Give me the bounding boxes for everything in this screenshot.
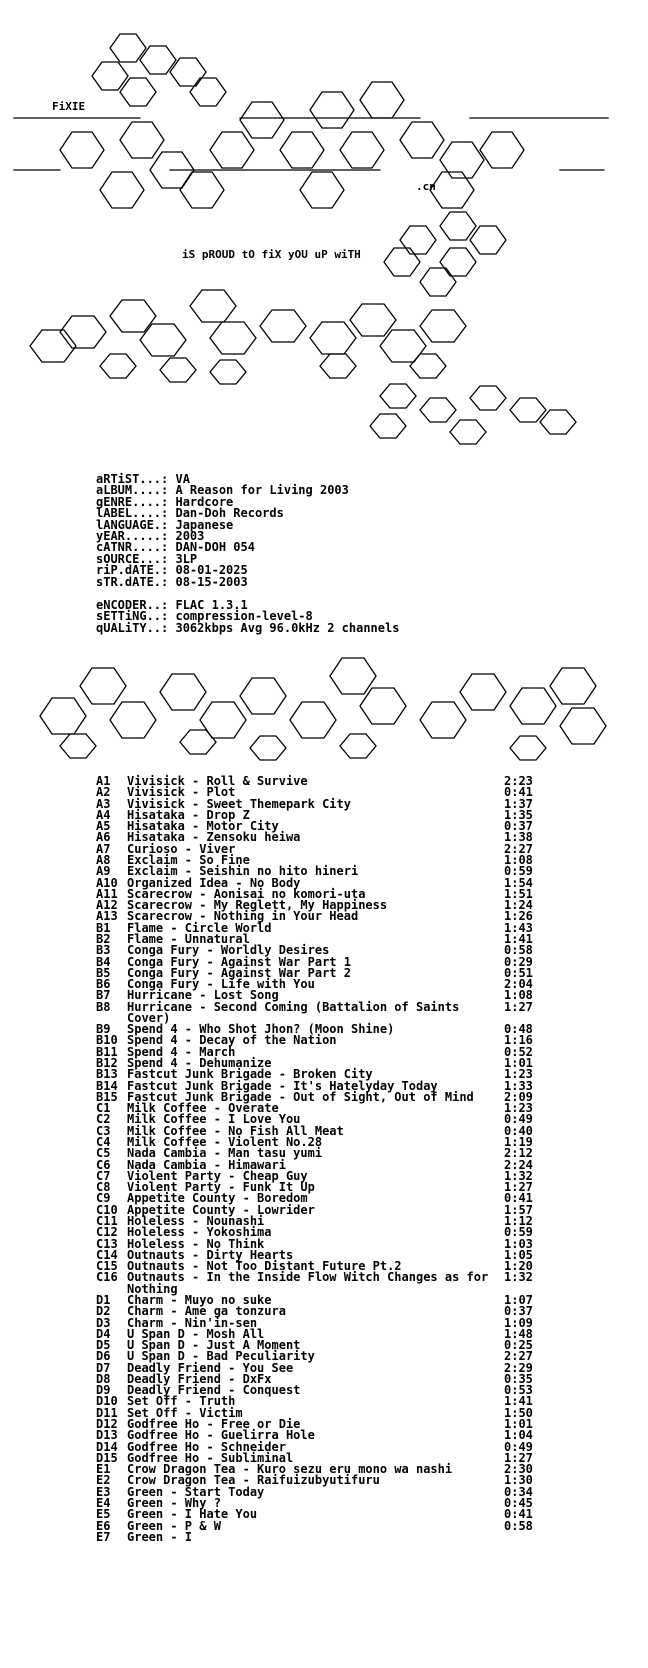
label-row: lABEL....: Dan-Doh Records <box>96 506 284 521</box>
track-title: Hisataka - Motor City <box>127 819 279 834</box>
track-duration: 0:53 <box>504 1383 533 1398</box>
track-duration: 1:26 <box>504 909 533 924</box>
rip-date-value: 08-01-2025 <box>175 563 248 578</box>
artist-value: VA <box>175 472 190 486</box>
track-position: A11 <box>96 886 118 901</box>
track-position: A3 <box>96 796 111 811</box>
track-title: Deadly Friend - Conquest <box>127 1383 301 1398</box>
album-row: aLBUM....: A Reason for Living 2003 <box>96 483 349 498</box>
track-position: D11 <box>96 1405 118 1420</box>
year-row: yEAR.....: 2003 <box>96 528 205 543</box>
track-title: Exclaim - Seishin no hito hineri <box>127 864 359 879</box>
track-title: Vivisick - Plot <box>127 785 236 800</box>
track-duration: 2:29 <box>504 1360 533 1375</box>
track-title: Spend 4 - Decay of the Nation <box>127 1033 337 1048</box>
track-duration: 0:40 <box>504 1123 533 1138</box>
year-value: 2003 <box>175 528 205 543</box>
track-title: U Span D - Just A Moment <box>127 1338 301 1353</box>
track-row <box>96 1529 636 1544</box>
track-duration: 1:38 <box>504 830 533 845</box>
artist-row: aRTiST...: VA <box>96 472 190 486</box>
track-position: E4 <box>96 1496 111 1510</box>
track-title: Conga Fury - Life with You <box>127 977 315 992</box>
track-duration: 2:30 <box>504 1462 533 1477</box>
track-title: Scarecrow - My Reglett, My Happiness <box>127 898 388 913</box>
quality-row: qUALiTY..: 3062kbps Avg 96.0kHz 2 channels <box>96 620 400 635</box>
quality-value: 3062kbps Avg 96.0kHz 2 channels <box>175 620 400 635</box>
track-title: Appetite County - Lowrider <box>127 1202 315 1217</box>
track-title: Godfree Ho - Subliminal <box>127 1450 294 1465</box>
track-title: Crow Dragon Tea - Raifuizubyutifuru <box>127 1473 380 1488</box>
track-title: Holeless - No Think <box>127 1236 265 1251</box>
track-position: D8 <box>96 1371 111 1386</box>
track-duration: 1:08 <box>504 852 533 867</box>
settings-row: sETTiNG..: compression-level-8 <box>96 609 313 624</box>
track-duration: 1:33 <box>504 1078 533 1093</box>
track-duration: 1:41 <box>504 931 533 946</box>
track-position: D13 <box>96 1428 118 1443</box>
ascii-art-tracklist-banner <box>0 646 648 776</box>
group-tag: FiXIE <box>52 100 86 113</box>
track-title: Scarecrow - Aonisai no komori-uta <box>127 886 366 901</box>
language-row: lANGUAGE.: Japanese <box>96 517 234 532</box>
track-duration: 1:27 <box>504 999 533 1014</box>
track-title: Green - Start Today <box>127 1484 265 1499</box>
label-value: Dan-Doh Records <box>175 506 284 521</box>
ascii-hex-cluster-top <box>92 34 226 106</box>
source-value: 3LP <box>175 551 198 566</box>
track-duration: 0:58 <box>504 1518 533 1533</box>
track-position: A9 <box>96 864 111 879</box>
track-title: Crow Dragon Tea - Kuro sezu eru mono wa nashi <box>127 1462 453 1477</box>
track-position: A1 <box>96 774 111 788</box>
ascii-art-logo <box>0 0 648 300</box>
track-title: Godfree Ho - Schneider <box>127 1439 286 1454</box>
track-position: A10 <box>96 875 118 890</box>
album-value: A Reason for Living 2003 <box>175 483 349 498</box>
track-position: D15 <box>96 1450 118 1465</box>
track-title: Fastcut Junk Brigade - It's Hatelyday Today <box>127 1078 438 1093</box>
track-position: B2 <box>96 931 111 946</box>
track-duration: 1:12 <box>504 1213 533 1228</box>
tracklist <box>96 776 636 1543</box>
track-position: A2 <box>96 785 111 800</box>
track-position: B5 <box>96 965 111 980</box>
track-title: Set Off - Truth <box>127 1394 236 1409</box>
track-title: Holeless - Nounashi <box>127 1213 265 1228</box>
track-title: Milk Coffee - Violent No.28 <box>127 1135 323 1149</box>
track-duration: 0:58 <box>504 943 533 958</box>
track-position: D9 <box>96 1383 111 1398</box>
track-duration: 1:48 <box>504 1326 533 1341</box>
track-position: C16 <box>96 1270 118 1285</box>
track-duration: 1:51 <box>504 886 533 901</box>
track-duration <box>504 1532 544 1543</box>
track-duration: 1:54 <box>504 875 533 890</box>
track-title: Flame - Unnatural <box>127 931 250 946</box>
track-title: Fastcut Junk Brigade - Out of Sight, Out of Mind <box>127 1089 474 1104</box>
track-title: Appetite County - Boredom <box>127 1191 308 1206</box>
ascii-art-banner <box>0 286 648 466</box>
track-title: Flame - Circle World <box>127 920 272 935</box>
track-position: C14 <box>96 1247 118 1262</box>
track-duration: 1:04 <box>504 1428 533 1443</box>
track-duration: 1:27 <box>504 1180 533 1195</box>
track-position: C13 <box>96 1236 118 1251</box>
track-title: Green - I Hate You <box>127 1507 258 1522</box>
track-position: B8 <box>96 999 111 1014</box>
track-title: Outnauts - In the Inside Flow Witch Changes as for Nothing <box>127 1270 489 1296</box>
track-duration: 1:37 <box>504 796 533 811</box>
track-duration: 1:03 <box>504 1236 533 1251</box>
ascii-hex-cluster-right <box>384 212 506 296</box>
track-title: Violent Party - Cheap Guy <box>127 1168 308 1183</box>
track-duration: 1:32 <box>504 1168 533 1183</box>
track-duration: 0:25 <box>504 1338 533 1353</box>
track-title: Green - I <box>127 1529 193 1544</box>
track-duration: 1:16 <box>504 1033 533 1048</box>
track-title: Deadly Friend - DxFx <box>127 1371 272 1386</box>
track-title: Nada Cambia - Himawari <box>127 1157 286 1172</box>
track-position: E6 <box>96 1518 111 1533</box>
track-duration: 2:12 <box>504 1146 533 1161</box>
track-title: Milk Coffee - I Love You <box>127 1112 301 1127</box>
track-position: B15 <box>96 1089 118 1104</box>
genre-value: Hardcore <box>175 494 234 509</box>
track-position: B9 <box>96 1022 111 1037</box>
track-duration: 0:37 <box>504 1304 533 1319</box>
track-title: Violent Party - Funk It Up <box>127 1180 315 1195</box>
track-title: Godfree Ho - Guelirra Hole <box>127 1428 315 1443</box>
track-title: Hurricane - Lost Song <box>127 988 279 1003</box>
track-duration: 0:34 <box>504 1484 533 1499</box>
track-position: C4 <box>96 1135 111 1149</box>
track-duration: 0:45 <box>504 1496 533 1510</box>
track-row <box>96 999 636 1025</box>
track-position: A13 <box>96 909 118 924</box>
track-duration: 1:57 <box>504 1202 533 1217</box>
track-position: B13 <box>96 1067 118 1082</box>
track-duration: 1:24 <box>504 898 533 913</box>
track-position: C9 <box>96 1191 111 1206</box>
track-row <box>96 1272 636 1295</box>
rip-date-row: riP.dATE.: 08-01-2025 <box>96 563 248 578</box>
track-title: Conga Fury - Worldly Desires <box>127 943 330 958</box>
track-position: C2 <box>96 1112 111 1127</box>
track-title: Spend 4 - March <box>127 1044 236 1059</box>
track-duration: 1:01 <box>504 1056 533 1071</box>
track-title: Green - Why ? <box>127 1496 221 1510</box>
track-duration: 1:23 <box>504 1101 533 1116</box>
track-duration: 1:27 <box>504 1450 533 1465</box>
track-position: C6 <box>96 1157 111 1172</box>
track-position: D12 <box>96 1417 118 1432</box>
track-title: Milk Coffee - No Fish All Meat <box>127 1123 344 1138</box>
track-duration: 1:08 <box>504 988 533 1003</box>
source-row: sOURCE...: 3LP <box>96 551 198 566</box>
track-duration: 0:29 <box>504 954 533 969</box>
track-position: C8 <box>96 1180 111 1195</box>
track-title: Spend 4 - Dehumanize <box>127 1056 272 1071</box>
track-position: B10 <box>96 1033 118 1048</box>
track-duration: 1:32 <box>504 1270 533 1285</box>
track-position: B1 <box>96 920 111 935</box>
track-duration: 1:30 <box>504 1473 533 1488</box>
track-title: Green - P & W <box>127 1518 221 1533</box>
track-title: Set Off - Victim <box>127 1405 243 1420</box>
track-position: B14 <box>96 1078 118 1093</box>
track-position: B12 <box>96 1056 118 1071</box>
track-position: C1 <box>96 1101 111 1116</box>
catnr-value: DAN-DOH 054 <box>175 540 255 555</box>
language-value: Japanese <box>175 517 234 532</box>
track-position: A5 <box>96 819 111 834</box>
track-title: Organized Idea - No Body <box>127 875 301 890</box>
domain-tag: .cn <box>416 180 436 193</box>
track-title: Vivisick - Sweet Themepark City <box>127 796 351 811</box>
track-duration: 1:50 <box>504 1405 533 1420</box>
track-position: C7 <box>96 1168 111 1183</box>
track-position: D5 <box>96 1338 111 1353</box>
track-position: D10 <box>96 1394 118 1409</box>
track-position: A12 <box>96 898 118 913</box>
str-date-value: 08-15-2003 <box>175 574 248 589</box>
track-title: Nada Cambia - Man tasu yumi <box>127 1146 323 1161</box>
track-position: D6 <box>96 1349 111 1364</box>
track-duration: 2:24 <box>504 1157 533 1172</box>
encoder-value: FLAC 1.3.1 <box>175 597 248 612</box>
track-position: D14 <box>96 1439 118 1454</box>
track-position: A8 <box>96 852 111 867</box>
track-title: Hisataka - Drop Z <box>127 807 250 822</box>
track-position: A6 <box>96 830 111 845</box>
track-position: B3 <box>96 943 111 958</box>
track-duration: 0:51 <box>504 965 533 980</box>
track-duration: 0:35 <box>504 1371 533 1386</box>
track-position: E2 <box>96 1473 111 1488</box>
track-position: E5 <box>96 1507 111 1522</box>
track-title: Conga Fury - Against War Part 1 <box>127 954 351 969</box>
track-position: C10 <box>96 1202 118 1217</box>
settings-value: compression-level-8 <box>175 609 313 624</box>
track-title: Exclaim - So Fine <box>127 852 250 867</box>
track-title: U Span D - Mosh All <box>127 1326 265 1341</box>
track-title: Godfree Ho - Free or Die <box>127 1417 301 1432</box>
track-duration: 0:52 <box>504 1044 533 1059</box>
track-position: B6 <box>96 977 111 992</box>
track-position: D3 <box>96 1315 111 1330</box>
track-title: Holeless - Yokoshima <box>127 1225 272 1240</box>
track-position: A7 <box>96 841 111 856</box>
track-duration: 0:59 <box>504 864 533 879</box>
ascii-hex-cluster-main <box>60 82 524 208</box>
track-duration: 0:41 <box>504 1507 533 1522</box>
track-duration: 2:27 <box>504 841 533 856</box>
track-title: Spend 4 - Who Shot Jhon? (Moon Shine) <box>127 1022 395 1037</box>
track-title: Vivisick - Roll & Survive <box>127 774 308 788</box>
track-title: Curioso - Viver <box>127 841 236 856</box>
track-position: E1 <box>96 1462 111 1477</box>
track-duration: 1:23 <box>504 1067 533 1082</box>
track-duration: 0:37 <box>504 819 533 834</box>
track-position: E3 <box>96 1484 111 1499</box>
track-duration: 0:41 <box>504 1191 533 1206</box>
track-duration: 0:59 <box>504 1225 533 1240</box>
track-duration: 2:23 <box>504 774 533 788</box>
track-duration: 2:09 <box>504 1089 533 1104</box>
track-duration: 1:09 <box>504 1315 533 1330</box>
track-title: Scarecrow - Nothing in Your Head <box>127 909 359 924</box>
track-title: Hurricane - Second Coming (Battalion of Saints Cover) <box>127 999 460 1025</box>
track-duration: 1:41 <box>504 1394 533 1409</box>
release-info <box>96 474 399 634</box>
track-duration: 1:35 <box>504 807 533 822</box>
track-duration: 0:49 <box>504 1112 533 1127</box>
track-duration: 0:49 <box>504 1439 533 1454</box>
track-title: Milk Coffee - Overate <box>127 1101 279 1116</box>
track-position: D7 <box>96 1360 111 1375</box>
track-duration: 1:07 <box>504 1292 533 1307</box>
track-position: C15 <box>96 1259 118 1274</box>
track-duration: 1:05 <box>504 1247 533 1262</box>
track-title: Fastcut Junk Brigade - Broken City <box>127 1067 373 1082</box>
genre-row: gENRE....: Hardcore <box>96 494 234 509</box>
track-title: Conga Fury - Against War Part 2 <box>127 965 351 980</box>
track-duration: 0:48 <box>504 1022 533 1037</box>
track-title: Outnauts - Not Too Distant Future Pt.2 <box>127 1259 402 1274</box>
track-duration: 1:43 <box>504 920 533 935</box>
track-position: D4 <box>96 1326 111 1341</box>
track-duration: 1:19 <box>504 1135 533 1149</box>
encoder-row: eNCODER..: FLAC 1.3.1 <box>96 597 248 612</box>
track-position: C11 <box>96 1213 118 1228</box>
str-date-row: sTR.dATE.: 08-15-2003 <box>96 574 248 589</box>
track-position: E7 <box>96 1529 111 1544</box>
track-title: Hisataka - Zensoku heiwa <box>127 830 301 845</box>
track-title: Outnauts - Dirty Hearts <box>127 1247 294 1262</box>
track-duration: 1:20 <box>504 1259 533 1274</box>
track-title: Charm - Nin'in-sen <box>127 1315 258 1330</box>
track-duration: 1:01 <box>504 1417 533 1432</box>
track-duration: 0:41 <box>504 785 533 800</box>
track-title: Charm - Ame ga tonzura <box>127 1304 286 1319</box>
track-position: B11 <box>96 1044 118 1059</box>
track-position: C3 <box>96 1123 111 1138</box>
track-title: Charm - Muyo no suke <box>127 1292 272 1307</box>
track-duration: 2:27 <box>504 1349 533 1364</box>
track-position: B7 <box>96 988 111 1003</box>
catnr-row: cATNR....: DAN-DOH 054 <box>96 540 255 555</box>
track-position: C5 <box>96 1146 111 1161</box>
track-title: U Span D - Bad Peculiarity <box>127 1349 315 1364</box>
track-position: A4 <box>96 807 111 822</box>
track-title: Deadly Friend - You See <box>127 1360 294 1375</box>
track-duration: 2:04 <box>504 977 533 992</box>
track-position: D1 <box>96 1292 111 1307</box>
tagline: iS pROUD tO fiX yOU uP wiTH <box>182 248 361 261</box>
track-position: B4 <box>96 954 111 969</box>
track-position: C12 <box>96 1225 118 1240</box>
track-position: D2 <box>96 1304 111 1319</box>
